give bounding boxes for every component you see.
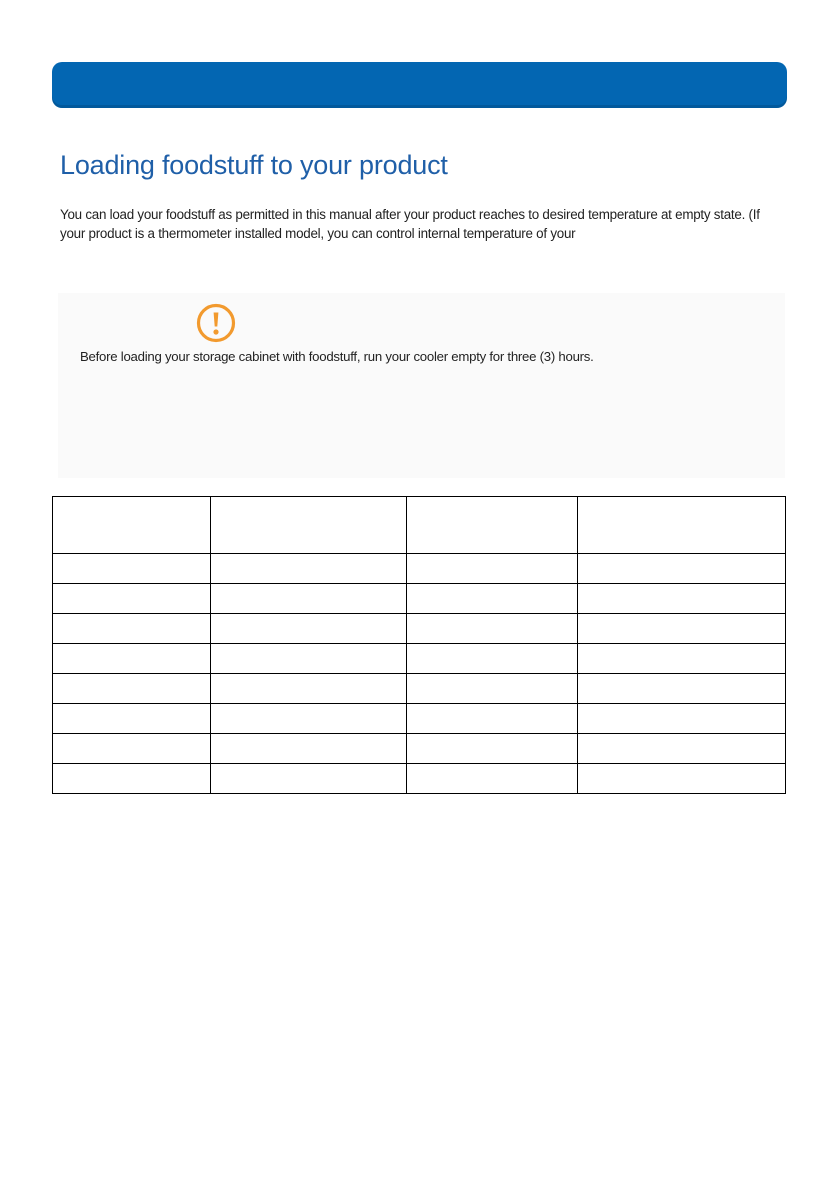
note-text: Before loading your storage cabinet with foodstuff, run your cooler empty for three (3) hours. xyxy=(80,349,594,364)
table-cell xyxy=(211,554,407,584)
table-cell xyxy=(211,614,407,644)
table-cell xyxy=(53,584,211,614)
table-cell xyxy=(578,674,786,704)
page-title: Loading foodstuff to your product xyxy=(60,150,448,180)
table-row xyxy=(53,584,786,614)
table-row xyxy=(53,554,786,584)
table-cell xyxy=(578,584,786,614)
note-box xyxy=(58,293,785,478)
exclamation-circle-icon xyxy=(195,302,237,344)
table-cell xyxy=(53,734,211,764)
table-cell xyxy=(211,644,407,674)
table-cell xyxy=(211,734,407,764)
table-cell xyxy=(53,764,211,794)
table-cell xyxy=(211,704,407,734)
table-header-cell xyxy=(578,497,786,554)
table-header-row xyxy=(53,497,786,554)
table-cell xyxy=(407,734,578,764)
table-cell xyxy=(407,644,578,674)
table-cell xyxy=(211,584,407,614)
table-cell xyxy=(53,614,211,644)
table-cell xyxy=(407,674,578,704)
table-cell xyxy=(407,614,578,644)
table-cell xyxy=(53,674,211,704)
table-cell xyxy=(53,704,211,734)
table-row xyxy=(53,734,786,764)
header-bar xyxy=(52,62,787,108)
data-table xyxy=(52,496,786,794)
table-header-cell xyxy=(211,497,407,554)
table-row xyxy=(53,644,786,674)
table-cell xyxy=(211,674,407,704)
table-cell xyxy=(578,644,786,674)
table-header-cell xyxy=(53,497,211,554)
table-cell xyxy=(407,554,578,584)
table-cell xyxy=(578,764,786,794)
table-header-cell xyxy=(407,497,578,554)
table-cell xyxy=(407,584,578,614)
table-cell xyxy=(578,704,786,734)
table-cell xyxy=(211,764,407,794)
table-cell xyxy=(407,704,578,734)
table-row xyxy=(53,764,786,794)
table-cell xyxy=(53,554,211,584)
table-cell xyxy=(578,734,786,764)
table-row xyxy=(53,614,786,644)
intro-paragraph: You can load your foodstuff as permitted in this manual after your product reaches to desired temperature at empty state. (If your product is a thermometer installed model, you can control internal temperature of your xyxy=(60,207,760,241)
table-cell xyxy=(578,554,786,584)
table-cell xyxy=(407,764,578,794)
table-row xyxy=(53,674,786,704)
table-cell xyxy=(53,644,211,674)
table-cell xyxy=(578,614,786,644)
table-row xyxy=(53,704,786,734)
